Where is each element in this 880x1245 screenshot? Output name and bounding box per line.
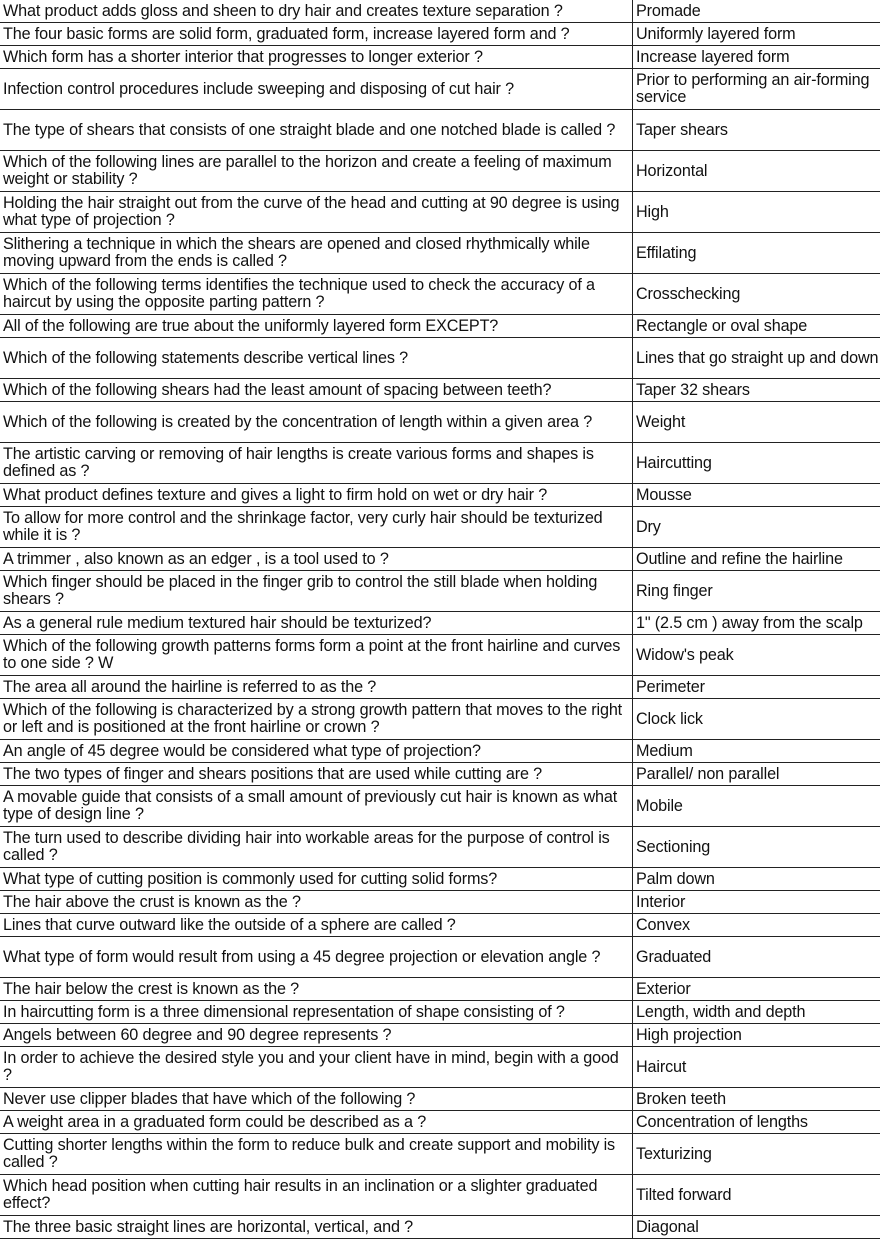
answer-cell: Sectioning — [633, 827, 880, 868]
table-row — [0, 763, 880, 786]
answer-cell: Perimeter — [633, 676, 880, 699]
table-row — [0, 0, 880, 23]
question-cell: What type of form would result from using a 45 degree projection or elevation angle ? — [0, 937, 633, 978]
question-cell: The hair below the crest is known as the ? — [0, 978, 633, 1001]
answer-cell: Mobile — [633, 786, 880, 827]
table-row — [0, 192, 880, 233]
question-cell: The three basic straight lines are horizontal, vertical, and ? — [0, 1216, 633, 1239]
answer-cell: Widow's peak — [633, 635, 880, 676]
table-row — [0, 868, 880, 891]
question-cell: Which form has a shorter interior that progresses to longer exterior ? — [0, 46, 633, 69]
table-row — [0, 233, 880, 274]
table-row — [0, 914, 880, 937]
answer-cell: Rectangle or oval shape — [633, 315, 880, 338]
table-row — [0, 548, 880, 571]
answer-cell: Taper shears — [633, 110, 880, 151]
table-row — [0, 740, 880, 763]
table-row — [0, 786, 880, 827]
table-row — [0, 1047, 880, 1088]
answer-cell: Promade — [633, 0, 880, 23]
table-row — [0, 1088, 880, 1111]
answer-cell: High projection — [633, 1024, 880, 1047]
table-row — [0, 827, 880, 868]
question-cell: What type of cutting position is commonly used for cutting solid forms? — [0, 868, 633, 891]
table-row — [0, 1175, 880, 1216]
table-row — [0, 274, 880, 315]
answer-cell: Broken teeth — [633, 1088, 880, 1111]
answer-cell: Increase layered form — [633, 46, 880, 69]
answer-cell: Palm down — [633, 868, 880, 891]
question-cell: The four basic forms are solid form, graduated form, increase layered form and ? — [0, 23, 633, 46]
answer-cell: Haircut — [633, 1047, 880, 1088]
question-cell: As a general rule medium textured hair should be texturized? — [0, 612, 633, 635]
question-cell: The artistic carving or removing of hair lengths is create various forms and shapes is defined as ? — [0, 443, 633, 484]
answer-cell: High — [633, 192, 880, 233]
question-cell: Which finger should be placed in the finger grib to control the still blade when holding shears ? — [0, 571, 633, 612]
question-cell: Never use clipper blades that have which of the following ? — [0, 1088, 633, 1111]
question-cell: A trimmer , also known as an edger , is a tool used to ? — [0, 548, 633, 571]
answer-cell: Ring finger — [633, 571, 880, 612]
table-row — [0, 1024, 880, 1047]
answer-cell: Exterior — [633, 978, 880, 1001]
answer-cell: Uniformly layered form — [633, 23, 880, 46]
answer-cell: Convex — [633, 914, 880, 937]
question-cell: Which of the following is characterized by a strong growth pattern that moves to the right or left and is positioned at the front hairline or crown ? — [0, 699, 633, 740]
question-cell: An angle of 45 degree would be considered what type of projection? — [0, 740, 633, 763]
table-row — [0, 1111, 880, 1134]
question-cell: Slithering a technique in which the shears are opened and closed rhythmically while moving upward from the ends is called ? — [0, 233, 633, 274]
question-cell: Which of the following is created by the concentration of length within a given area ? — [0, 402, 633, 443]
answer-cell: Outline and refine the hairline — [633, 548, 880, 571]
answer-cell: Haircutting — [633, 443, 880, 484]
question-cell: Which of the following terms identifies the technique used to check the accuracy of a haircut by using the opposite parting pattern ? — [0, 274, 633, 315]
question-cell: Lines that curve outward like the outside of a sphere are called ? — [0, 914, 633, 937]
question-cell: The turn used to describe dividing hair into workable areas for the purpose of control is called ? — [0, 827, 633, 868]
answer-cell: Medium — [633, 740, 880, 763]
answer-cell: Mousse — [633, 484, 880, 507]
answer-cell: Concentration of lengths — [633, 1111, 880, 1134]
table-row — [0, 46, 880, 69]
table-row — [0, 1134, 880, 1175]
table-row — [0, 891, 880, 914]
table-row — [0, 676, 880, 699]
table-row — [0, 699, 880, 740]
table-row — [0, 1001, 880, 1024]
table-row — [0, 338, 880, 379]
question-cell: Infection control procedures include sweeping and disposing of cut hair ? — [0, 69, 633, 110]
table-row — [0, 315, 880, 338]
answer-cell: Crosschecking — [633, 274, 880, 315]
question-cell: Cutting shorter lengths within the form to reduce bulk and create support and mobility is called ? — [0, 1134, 633, 1175]
table-row — [0, 978, 880, 1001]
question-cell: The type of shears that consists of one straight blade and one notched blade is called ? — [0, 110, 633, 151]
answer-cell: Texturizing — [633, 1134, 880, 1175]
answer-cell: Length, width and depth — [633, 1001, 880, 1024]
answer-cell: Interior — [633, 891, 880, 914]
question-cell: Holding the hair straight out from the curve of the head and cutting at 90 degree is using what type of projection ? — [0, 192, 633, 233]
answer-cell: 1" (2.5 cm ) away from the scalp — [633, 612, 880, 635]
question-cell: What product adds gloss and sheen to dry hair and creates texture separation ? — [0, 0, 633, 23]
table-row — [0, 937, 880, 978]
answer-cell: Weight — [633, 402, 880, 443]
question-cell: A weight area in a graduated form could be described as a ? — [0, 1111, 633, 1134]
answer-cell: Graduated — [633, 937, 880, 978]
table-row — [0, 635, 880, 676]
table-row — [0, 571, 880, 612]
question-cell: The hair above the crust is known as the ? — [0, 891, 633, 914]
question-cell: The two types of finger and shears positions that are used while cutting are ? — [0, 763, 633, 786]
answer-cell: Diagonal — [633, 1216, 880, 1239]
table-row — [0, 1216, 880, 1239]
question-cell: The area all around the hairline is referred to as the ? — [0, 676, 633, 699]
question-cell: To allow for more control and the shrinkage factor, very curly hair should be texturized while it is ? — [0, 507, 633, 548]
table-row — [0, 402, 880, 443]
table-row — [0, 443, 880, 484]
table-row — [0, 484, 880, 507]
answer-cell: Clock lick — [633, 699, 880, 740]
question-cell: In haircutting form is a three dimensional representation of shape consisting of ? — [0, 1001, 633, 1024]
answer-cell: Tilted forward — [633, 1175, 880, 1216]
question-cell: Which head position when cutting hair results in an inclination or a slighter graduated effect? — [0, 1175, 633, 1216]
question-cell: Which of the following statements describe vertical lines ? — [0, 338, 633, 379]
answer-cell: Taper 32 shears — [633, 379, 880, 402]
answer-cell: Parallel/ non parallel — [633, 763, 880, 786]
question-cell: Which of the following growth patterns forms form a point at the front hairline and curves to one side ? W — [0, 635, 633, 676]
table-row — [0, 507, 880, 548]
answer-cell: Lines that go straight up and down — [633, 338, 880, 379]
question-cell: Which of the following lines are parallel to the horizon and create a feeling of maximum weight or stability ? — [0, 151, 633, 192]
question-cell: Angels between 60 degree and 90 degree represents ? — [0, 1024, 633, 1047]
table-row — [0, 110, 880, 151]
answer-cell: Horizontal — [633, 151, 880, 192]
question-cell: What product defines texture and gives a light to firm hold on wet or dry hair ? — [0, 484, 633, 507]
question-cell: In order to achieve the desired style you and your client have in mind, begin with a good ? — [0, 1047, 633, 1088]
question-cell: A movable guide that consists of a small amount of previously cut hair is known as what type of design line ? — [0, 786, 633, 827]
question-cell: All of the following are true about the uniformly layered form EXCEPT? — [0, 315, 633, 338]
table-row — [0, 379, 880, 402]
table-row — [0, 612, 880, 635]
table-row — [0, 69, 880, 110]
answer-cell: Effilating — [633, 233, 880, 274]
table-row — [0, 151, 880, 192]
answer-cell: Dry — [633, 507, 880, 548]
question-cell: Which of the following shears had the least amount of spacing between teeth? — [0, 379, 633, 402]
answer-cell: Prior to performing an air-forming service — [633, 69, 880, 110]
table-row — [0, 23, 880, 46]
